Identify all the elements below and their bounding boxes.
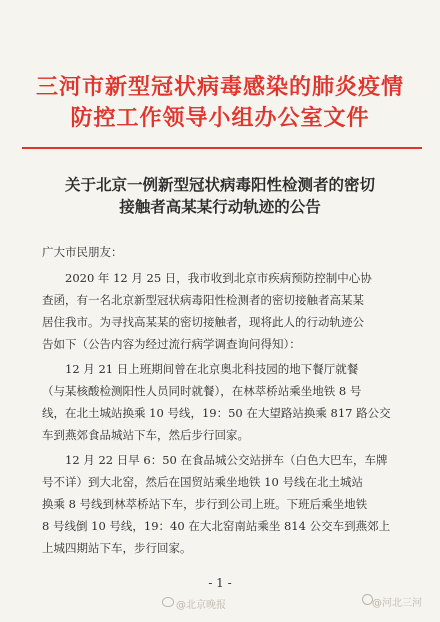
body-line: 告如下（公告内容为经过流行病学调查询问得知）： bbox=[42, 337, 301, 351]
body-line: 8 号线倒 10 号线，19：40 在大北窑南站乘坐 814 公交车到燕郊上 bbox=[42, 519, 391, 533]
body-line: 居住我市。为寻找高某某的密切接触者，现将此人的行动轨迹公 bbox=[42, 315, 364, 329]
header-line-1: 三河市新型冠状病毒感染的肺炎疫情 bbox=[35, 75, 404, 100]
watermark-left: @北京晚报 bbox=[176, 600, 226, 611]
body-line: 换乘 8 号线到林萃桥站下车，步行到公司上班。下班后乘坐地铁 bbox=[42, 497, 368, 511]
salutation: 广大市民朋友： bbox=[42, 245, 123, 259]
body-line: 12 月 22 日早 6：50 在食品城公交站拼车（白色大巴车，车牌 bbox=[42, 453, 388, 467]
body-line: 上城四期站下车，步行回家。 bbox=[42, 541, 192, 555]
header-line-2: 防控工作领导小组办公室文件 bbox=[70, 106, 370, 131]
body-line: 12 月 21 日上班期间曾在北京奥北科技园的地下餐厅就餐 bbox=[42, 362, 359, 376]
weibo-icon bbox=[162, 597, 174, 607]
announcement-title-line-1: 关于北京一例新型冠状病毒阳性检测者的密切 bbox=[64, 176, 375, 194]
body-line: 2020 年 12 月 25 日，我市收到北京市疾病预防控制中心协 bbox=[42, 271, 372, 285]
body-line: （与某核酸检测阳性人员同时就餐），在林萃桥站乘坐地铁 8 号 bbox=[42, 384, 362, 398]
red-divider bbox=[22, 147, 422, 149]
watermark-right: @河北三河 bbox=[372, 598, 422, 609]
body-line: 查函，有一名北京新型冠状病毒阳性检测者的密切接触者高某某 bbox=[42, 293, 364, 307]
document-header bbox=[0, 0, 440, 132]
body-line: 号不详）到大北窑，然后在国贸站乘坐地铁 10 号线在北土城站 bbox=[42, 475, 363, 489]
body-line: 线，在北土城站换乘 10 号线，19：50 在大望路站换乘 817 路公交 bbox=[42, 406, 391, 420]
page-number: - 1 - bbox=[208, 576, 232, 590]
body-line: 车到燕郊食品城站下车，然后步行回家。 bbox=[42, 428, 249, 442]
announcement-title-line-2: 接触者高某某行动轨迹的公告 bbox=[119, 198, 321, 216]
